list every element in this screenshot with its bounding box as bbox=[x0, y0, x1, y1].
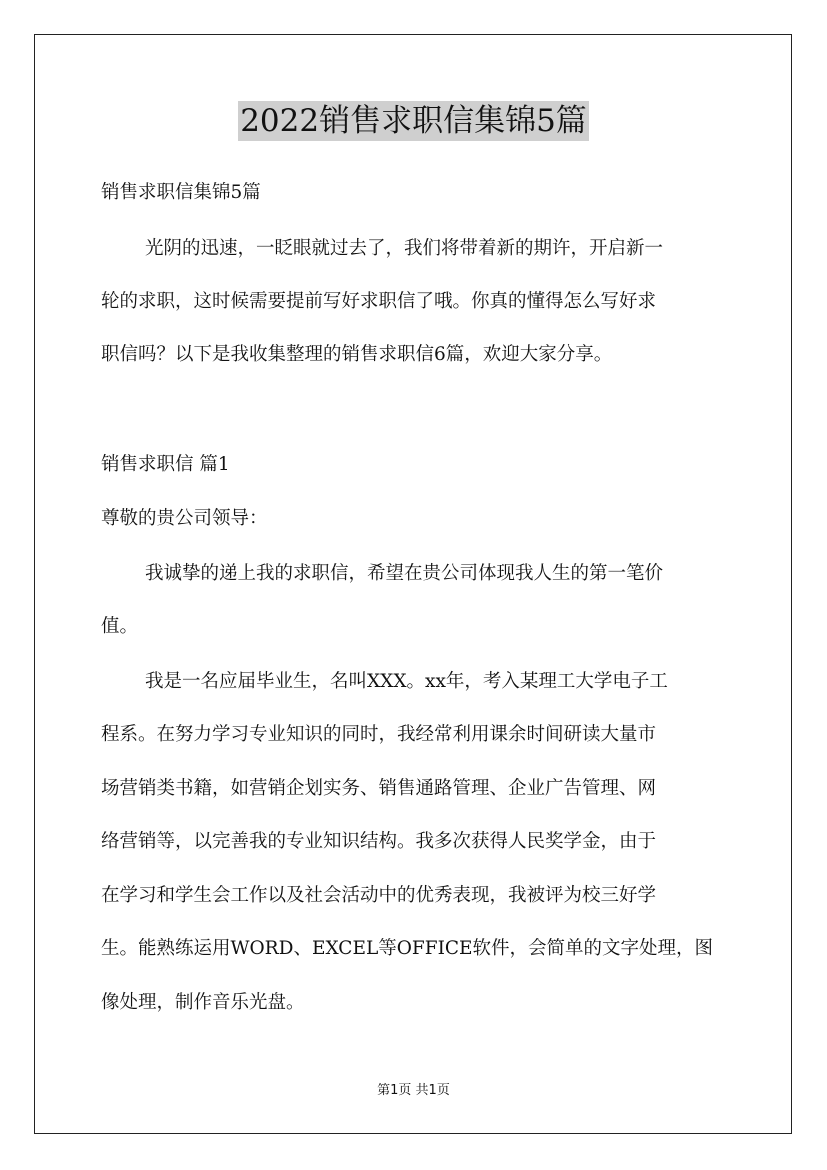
intro-line: 轮的求职，这时候需要提前写好求职信了哦。你真的懂得怎么写好求 bbox=[101, 291, 657, 312]
paragraph-line: 像处理，制作音乐光盘。 bbox=[101, 992, 305, 1013]
paragraph-line: 生。能熟练运用WORD、EXCEL等OFFICE软件，会简单的文字处理，图 bbox=[101, 938, 714, 959]
paragraph-line: 程系。在努力学习专业知识的同时，我经常利用课余时间研读大量市 bbox=[101, 724, 657, 745]
section-heading: 销售求职信 篇1 bbox=[101, 454, 230, 475]
document-subtitle: 销售求职信集锦5篇 bbox=[101, 182, 261, 203]
page-number-footer: 第1页 共1页 bbox=[377, 1083, 450, 1098]
paragraph-line: 值。 bbox=[101, 616, 139, 637]
paragraph-line: 络营销等，以完善我的专业知识结构。我多次获得人民奖学金，由于 bbox=[101, 831, 657, 852]
title-container bbox=[0, 101, 827, 141]
intro-line: 职信吗？以下是我收集整理的销售求职信6篇，欢迎大家分享。 bbox=[101, 344, 613, 365]
document-title: 2022销售求职信集锦5篇 bbox=[240, 103, 587, 139]
intro-line: 光阴的迅速，一眨眼就过去了，我们将带着新的期许，开启新一 bbox=[145, 238, 664, 259]
salutation: 尊敬的贵公司领导： bbox=[101, 508, 268, 529]
paragraph-line: 我诚挚的递上我的求职信，希望在贵公司体现我人生的第一笔价 bbox=[145, 563, 664, 584]
paragraph-line: 在学习和学生会工作以及社会活动中的优秀表现，我被评为校三好学 bbox=[101, 885, 657, 906]
paragraph-line: 我是一名应届毕业生，名叫XXX。xx年，考入某理工大学电子工 bbox=[145, 671, 668, 692]
paragraph-line: 场营销类书籍，如营销企划实务、销售通路管理、企业广告管理、网 bbox=[101, 778, 657, 799]
